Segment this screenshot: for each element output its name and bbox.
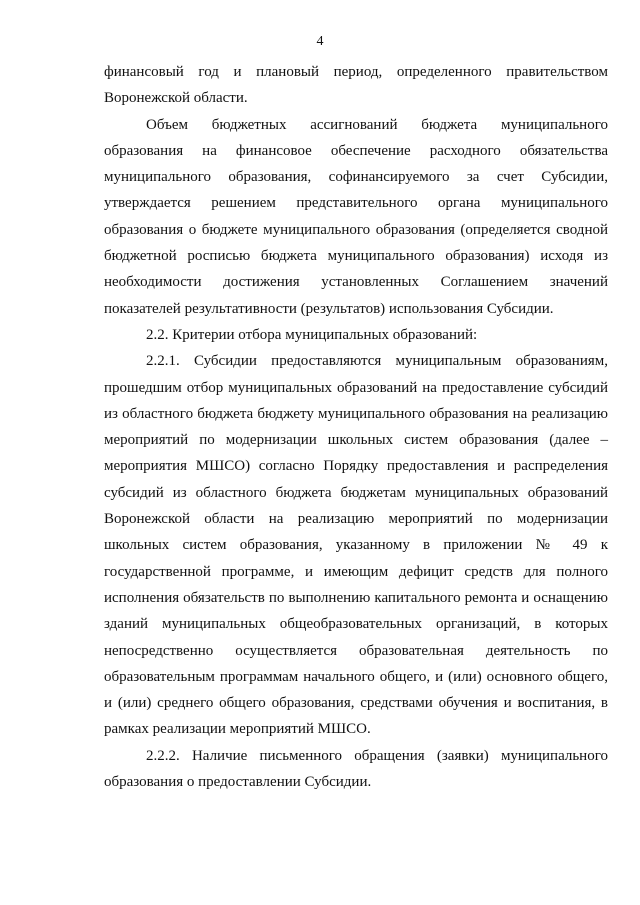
paragraph-continuation: финансовый год и плановый период, определенного правительством Воронежской области.	[104, 64, 608, 107]
document-body	[104, 59, 608, 795]
paragraph-criterion-2-2-1: 2.2.1. Субсидии предоставляются муниципальным образованиям, прошедшим отбор муниципальных образований на предоставление субсидий из областного бюджета бюджету муниципального образования на реализацию мероприятий по модернизации школьных систем образования (далее – мероприятия МШСО) согласно Порядку предоставления и распределения субсидий из областного бюджета бюджетам муниципальных образований Воронежской области на реализацию мероприятий по модернизации школьных систем образования, указанному в приложении № 49 к государственной программе, и имеющим дефицит средств для полного исполнения обязательств по выполнению капитального ремонта и оснащению зданий муниципальных общеобразовательных организаций, в которых непосредственно осуществляется образовательная деятельность по образовательным программам начального общего, и (или) основного общего, и (или) среднего общего образования, средствами обучения и воспитания, в рамках реализации мероприятий МШСО.	[104, 353, 608, 738]
paragraph-criterion-2-2-2: 2.2.2. Наличие письменного обращения (заявки) муниципального образования о предоставлении Субсидии.	[104, 747, 608, 791]
page-number: 4	[316, 34, 324, 49]
paragraph-selection-criteria-heading: 2.2. Критерии отбора муниципальных образований:	[146, 326, 478, 343]
paragraph-budget-allocations: Объем бюджетных ассигнований бюджета муниципального образования на финансовое обеспечение расходного обязательства муниципального образования, софинансируемого за счет Субсидии, утверждается решением представительного органа муниципального образования о бюджете муниципального образования (определяется сводной бюджетной росписью бюджета муниципального образования) исходя из необходимости достижения установленных Соглашением значений показателей результативности (результатов) использования Субсидии.	[104, 116, 608, 317]
